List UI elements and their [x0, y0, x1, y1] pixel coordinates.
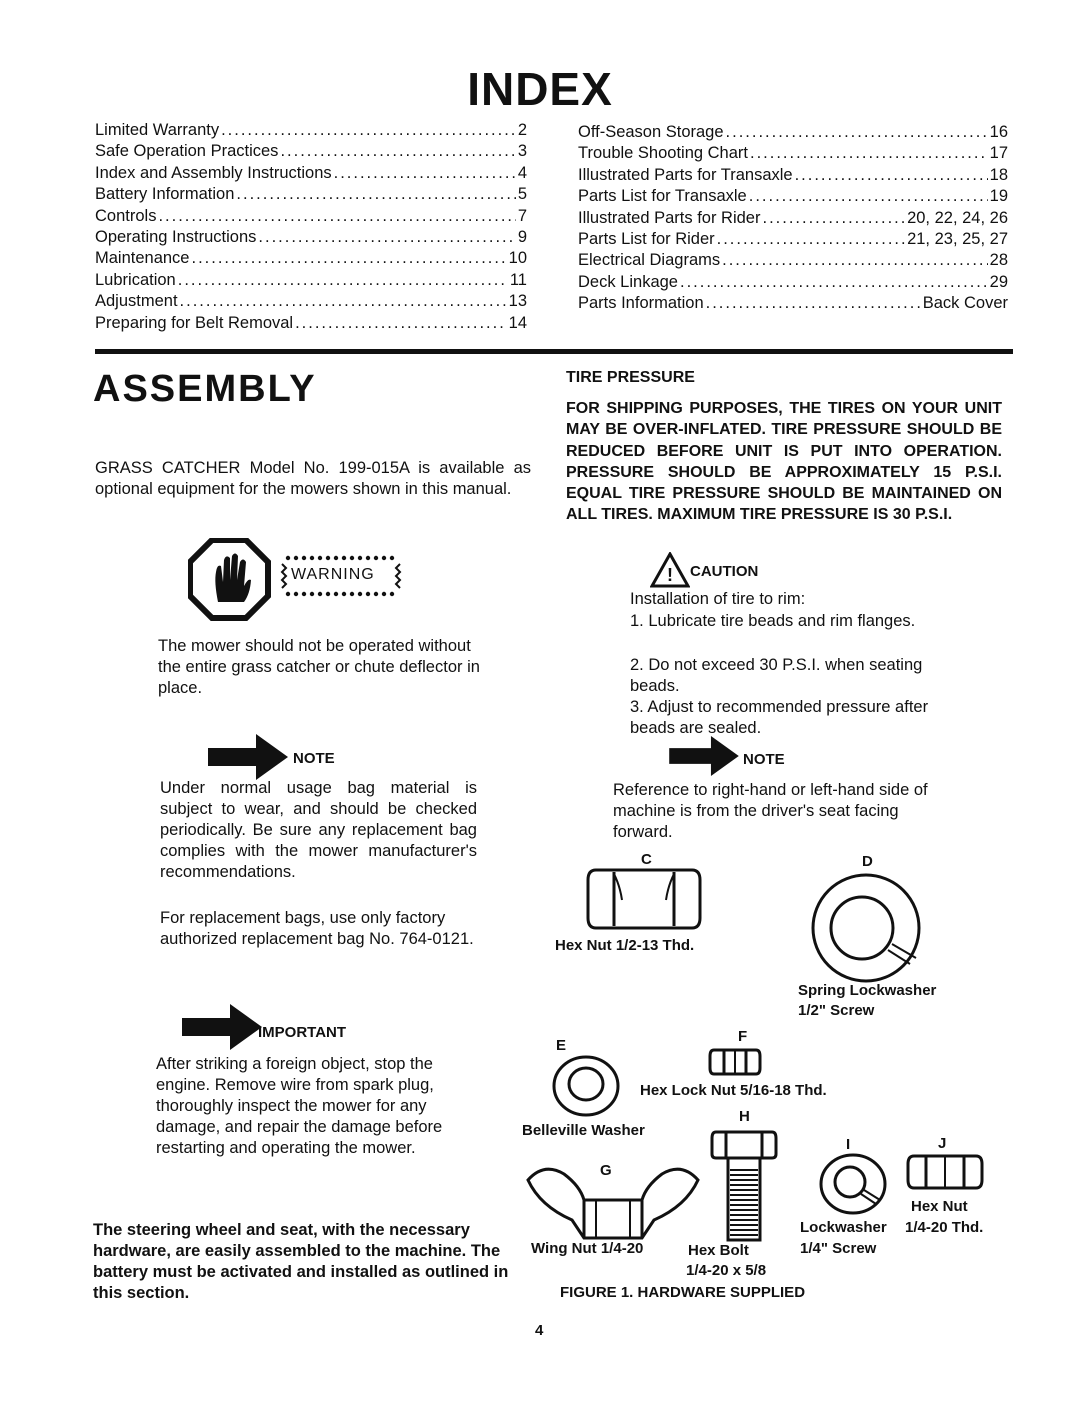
- lockwasher-label: Lockwasher: [800, 1219, 887, 1236]
- index-entry-page: 16: [989, 123, 1008, 141]
- index-leader-dots: [762, 208, 905, 229]
- index-leader-dots: [178, 270, 508, 291]
- install-step-3: 3. Adjust to recommended pressure after beads are sealed.: [630, 698, 929, 737]
- spring-lockwasher-label: Spring Lockwasher: [798, 982, 937, 999]
- index-right-column: [578, 122, 1008, 315]
- index-entry: [95, 141, 527, 162]
- belleville-washer-label: Belleville Washer: [522, 1122, 645, 1139]
- index-entry-label: Parts Information: [578, 294, 704, 313]
- lockwasher-size: 1/4" Screw: [800, 1240, 877, 1257]
- index-left-column: [95, 120, 527, 334]
- install-step-2: 2. Do not exceed 30 P.S.I. when seating beads.: [630, 656, 923, 695]
- index-leader-dots: [750, 143, 988, 164]
- index-entry-label: Trouble Shooting Chart: [578, 144, 748, 163]
- caution-triangle-icon: [650, 552, 690, 593]
- hex-bolt-size: 1/4-20 x 5/8: [686, 1262, 767, 1279]
- index-entry-page: 5: [517, 185, 527, 204]
- index-leader-dots: [795, 165, 988, 186]
- index-entry-label: Adjustment: [95, 292, 178, 311]
- hardware-letter-i: I: [846, 1136, 851, 1153]
- index-entry-page: 10: [508, 249, 527, 268]
- index-entry: [95, 120, 527, 141]
- index-entry-page: 4: [517, 163, 527, 182]
- hardware-letter-j: J: [938, 1135, 947, 1152]
- spring-lockwasher-icon: [806, 872, 926, 984]
- index-leader-dots: [180, 291, 507, 312]
- section-divider: [95, 349, 1013, 354]
- wing-nut-label: Wing Nut 1/4-20: [531, 1240, 644, 1257]
- svg-text:!: !: [667, 565, 673, 585]
- index-entry-label: Lubrication: [95, 270, 176, 289]
- index-entry-label: Preparing for Belt Removal: [95, 313, 294, 332]
- install-title: Installation of tire to rim:: [630, 590, 806, 608]
- hex-nut-icon: [586, 866, 702, 932]
- install-step-1: 1. Lubricate tire beads and rim flanges.: [630, 612, 916, 630]
- index-entry-label: Battery Information: [95, 185, 235, 204]
- index-leader-dots: [680, 272, 988, 293]
- index-entry-page: 7: [517, 206, 527, 225]
- hex-nut-j-size: 1/4-20 Thd.: [905, 1219, 984, 1236]
- hex-bolt-label: Hex Bolt: [688, 1242, 749, 1259]
- index-leader-dots: [158, 206, 515, 227]
- index-entry: [578, 122, 1008, 143]
- hardware-letter-g: G: [600, 1162, 612, 1179]
- warning-label: WARNING: [291, 566, 375, 583]
- hex-nut-small-icon: [906, 1154, 984, 1190]
- index-entry-page: 18: [989, 165, 1008, 184]
- important-label: IMPORTANT: [258, 1024, 347, 1041]
- index-entry-page: 2: [517, 121, 527, 139]
- note-label: NOTE: [743, 751, 785, 768]
- page-number: 4: [535, 1322, 544, 1339]
- assembly-heading: ASSEMBLY: [93, 368, 317, 410]
- index-entry: [95, 248, 527, 269]
- replacement-bag-text: For replacement bags, use only factory authorized replacement bag No. 764-0121.: [160, 909, 474, 948]
- tire-pressure-heading: TIRE PRESSURE: [566, 369, 695, 386]
- index-entry: [95, 184, 527, 205]
- index-entry: [95, 313, 527, 334]
- index-entry: [578, 208, 1008, 229]
- note-text: Under normal usage bag material is subject to wear, and should be checked periodically. Be sure any replacement bag complies with the mower manufacturer's recommendations.: [160, 779, 477, 881]
- index-entry: [95, 206, 527, 227]
- index-entry-label: Illustrated Parts for Transaxle: [578, 165, 793, 184]
- index-entry-page: 20, 22, 24, 26: [907, 208, 1008, 227]
- index-entry: [578, 250, 1008, 271]
- index-leader-dots: [258, 227, 515, 248]
- index-entry-label: Maintenance: [95, 249, 190, 268]
- steering-text: The steering wheel and seat, with the necessary hardware, are easily assembled to the machine. The battery must be activated and installed as outlined in this section.: [93, 1221, 509, 1302]
- index-entry-label: Index and Assembly Instructions: [95, 163, 332, 182]
- hardware-letter-h: H: [739, 1108, 750, 1125]
- wing-nut-icon: [524, 1160, 702, 1242]
- hex-nut-j-label: Hex Nut: [911, 1198, 968, 1215]
- hardware-letter-f: F: [738, 1028, 748, 1045]
- hex-nut-c-label: Hex Nut 1/2-13 Thd.: [555, 937, 695, 954]
- index-leader-dots: [726, 122, 988, 143]
- index-entry-label: Controls: [95, 206, 157, 225]
- index-entry: [578, 229, 1008, 250]
- note-text: Reference to right-hand or left-hand side of machine is from the driver's seat facing forward.: [613, 781, 928, 841]
- index-entry-page: 11: [509, 270, 527, 289]
- warning-text: The mower should not be operated without the entire grass catcher or chute deflector in place.: [158, 637, 480, 697]
- caution-label: CAUTION: [690, 563, 759, 580]
- index-leader-dots: [191, 248, 506, 269]
- spring-lockwasher-size: 1/2" Screw: [798, 1002, 875, 1019]
- index-entry-label: Electrical Diagrams: [578, 251, 721, 270]
- index-entry-page: 14: [508, 313, 527, 332]
- index-leader-dots: [717, 229, 905, 250]
- index-entry-page: 28: [989, 251, 1008, 270]
- index-entry-label: Safe Operation Practices: [95, 142, 279, 161]
- important-text: After striking a foreign object, stop the engine. Remove wire from spark plug, thoroughly inspect the mower for any damage, and repair the damage before restarting and operating the mower.: [156, 1055, 443, 1157]
- index-entry: [578, 293, 1008, 314]
- index-entry-label: Deck Linkage: [578, 272, 678, 291]
- index-leader-dots: [749, 186, 988, 207]
- index-entry: [95, 227, 527, 248]
- hardware-letter-e: E: [556, 1037, 567, 1054]
- index-entry-label: Limited Warranty: [95, 121, 220, 139]
- hardware-letter-c: C: [641, 851, 652, 868]
- page-title: INDEX: [467, 63, 613, 115]
- index-entry: [578, 143, 1008, 164]
- hex-lock-nut-icon: [708, 1048, 762, 1076]
- index-leader-dots: [236, 184, 515, 205]
- lockwasher-icon: [818, 1152, 888, 1216]
- index-leader-dots: [280, 141, 515, 162]
- index-entry-label: Illustrated Parts for Rider: [578, 208, 761, 227]
- index-leader-dots: [334, 163, 516, 184]
- belleville-washer-icon: [551, 1054, 621, 1118]
- index-entry-label: Off-Season Storage: [578, 123, 724, 141]
- index-entry: [578, 272, 1008, 293]
- index-entry-page: 29: [989, 272, 1008, 291]
- hex-bolt-icon: [710, 1128, 778, 1244]
- index-entry-page: 17: [989, 144, 1008, 163]
- index-entry: [578, 165, 1008, 186]
- index-entry-page: 21, 23, 25, 27: [907, 230, 1008, 249]
- tire-pressure-text: FOR SHIPPING PURPOSES, THE TIRES ON YOUR UNIT MAY BE OVER-INFLATED. TIRE PRESSURE SHOULD BE REDUCED BEFORE UNIT IS PUT INTO OPERATION. PRESSURE SHOULD BE APPROXIMATELY 15 P.S.I. EQUAL TIRE PRESSURE SHOULD BE MAINTAINED ON ALL TIRES. MAXIMUM TIRE PRESSURE IS 30 P.S.I.: [566, 400, 1002, 524]
- index-entry-label: Parts List for Rider: [578, 230, 715, 249]
- index-entry: [95, 163, 527, 184]
- index-entry-page: 19: [989, 187, 1008, 206]
- index-leader-dots: [295, 313, 507, 334]
- note-label: NOTE: [293, 750, 335, 767]
- index-entry-label: Operating Instructions: [95, 228, 257, 247]
- index-leader-dots: [221, 120, 516, 141]
- index-entry: [95, 291, 527, 312]
- note-arrow-icon: [668, 736, 740, 781]
- index-entry-page: 13: [508, 292, 527, 311]
- index-entry: [578, 186, 1008, 207]
- important-arrow-icon: [182, 1004, 262, 1055]
- index-leader-dots: [722, 250, 988, 271]
- index-entry-label: Parts List for Transaxle: [578, 187, 747, 206]
- grass-catcher-text: GRASS CATCHER Model No. 199-015A is available as optional equipment for the mowers shown in this manual.: [95, 459, 531, 498]
- hex-lock-nut-label: Hex Lock Nut 5/16-18 Thd.: [640, 1082, 827, 1099]
- index-entry-page: Back Cover: [922, 294, 1008, 313]
- index-entry: [95, 270, 527, 291]
- index-entry-page: 9: [517, 228, 527, 247]
- hardware-letter-d: D: [862, 853, 873, 870]
- warning-sign: [188, 538, 418, 622]
- index-entry-page: 3: [517, 142, 527, 161]
- figure-caption: FIGURE 1. HARDWARE SUPPLIED: [560, 1284, 806, 1301]
- index-leader-dots: [706, 293, 921, 314]
